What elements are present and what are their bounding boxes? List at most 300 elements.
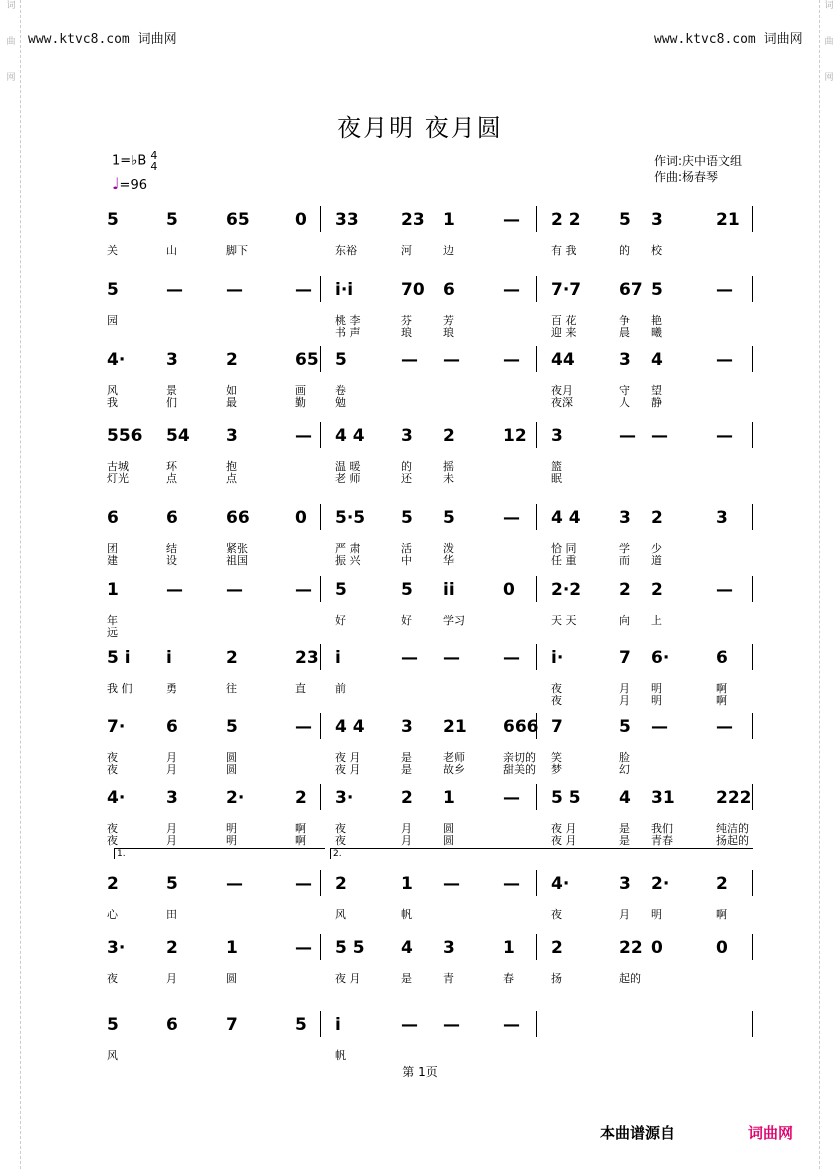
note: 222	[716, 788, 752, 808]
lyric: 田	[166, 908, 177, 921]
lyric: 结	[166, 542, 177, 555]
note: 7·7	[551, 280, 582, 300]
note: —	[295, 426, 312, 446]
note: 5	[651, 280, 663, 300]
lyric: 扬起的	[716, 834, 749, 847]
note: 1	[443, 788, 455, 808]
note: —	[716, 580, 733, 600]
note: 2	[651, 580, 663, 600]
lyric: 芬	[401, 314, 412, 327]
note: —	[295, 717, 312, 737]
bar-line	[536, 422, 537, 448]
lyric: 关	[107, 244, 118, 257]
lyric: 帆	[401, 908, 412, 921]
lyric: 夜月	[551, 384, 573, 397]
lyric: 勤	[295, 396, 306, 409]
note: —	[295, 580, 312, 600]
lyric: 往	[226, 682, 237, 695]
note: 4	[401, 938, 413, 958]
lyric: 夜	[107, 834, 118, 847]
lyric: 好	[401, 614, 412, 627]
note: 4 4	[551, 508, 581, 528]
lyric: 卷	[335, 384, 346, 397]
source-site-link[interactable]: 词曲网	[748, 1124, 794, 1142]
note: 6	[166, 508, 178, 528]
note: 5	[166, 210, 178, 230]
lyric: 幻	[619, 763, 630, 776]
lyric: 月	[166, 763, 177, 776]
lyric: 点	[166, 472, 177, 485]
lyric: 夜	[551, 682, 562, 695]
note: 5	[295, 1015, 307, 1035]
note: —	[716, 350, 733, 370]
lyric: 眠	[551, 472, 562, 485]
lyricist: 作词:庆中语文组	[654, 154, 743, 168]
notation-row	[107, 640, 755, 676]
note: 5 i	[107, 648, 131, 668]
note: 3	[166, 788, 178, 808]
note: 2	[651, 508, 663, 528]
note: 2·	[226, 788, 245, 808]
note: —	[503, 874, 520, 894]
note: —	[651, 717, 668, 737]
bar-line	[752, 504, 753, 530]
note: 3	[716, 508, 728, 528]
lyric: 风	[335, 908, 346, 921]
source-label: 本曲谱源自	[600, 1124, 676, 1142]
lyric: 任 重	[551, 554, 577, 567]
lyric: 我	[107, 396, 118, 409]
note: 5	[619, 210, 631, 230]
lyric: 夜	[107, 972, 118, 985]
note: 2	[107, 874, 119, 894]
lyric: 月	[401, 822, 412, 835]
note: —	[651, 426, 668, 446]
note: 3·	[335, 788, 354, 808]
lyric: 夜 月	[551, 822, 577, 835]
note: 66	[226, 508, 250, 528]
note: 65	[295, 350, 319, 370]
note: 23	[295, 648, 319, 668]
lyric: 芳	[443, 314, 454, 327]
lyric: 桃 李	[335, 314, 361, 327]
note: 2	[716, 874, 728, 894]
note: 6	[716, 648, 728, 668]
lyric: 古城	[107, 460, 129, 473]
note: 4	[651, 350, 663, 370]
lyric: 啊	[295, 822, 306, 835]
note: 5	[107, 1015, 119, 1035]
lyric: 华	[443, 554, 454, 567]
lyric: 未	[443, 472, 454, 485]
lyric: 向	[619, 614, 630, 627]
lyric: 校	[651, 244, 662, 257]
lyric: 直	[295, 682, 306, 695]
note: 1	[443, 210, 455, 230]
note: i	[166, 648, 172, 668]
bar-line	[320, 276, 321, 302]
note: 54	[166, 426, 190, 446]
credits	[654, 153, 742, 185]
note: 65	[226, 210, 250, 230]
lyric: 起的	[619, 972, 641, 985]
lyric: 是	[619, 822, 630, 835]
bar-line	[536, 576, 537, 602]
bar-line	[752, 276, 753, 302]
tempo: =96	[119, 178, 147, 193]
lyric: 园	[107, 314, 118, 327]
bar-line	[320, 644, 321, 670]
lyric: 明	[226, 834, 237, 847]
lyric: 甜美的	[503, 763, 536, 776]
bar-line	[320, 1011, 321, 1037]
lyric: 恰 同	[551, 542, 577, 555]
note: —	[503, 508, 520, 528]
lyric: 圆	[226, 763, 237, 776]
lyric: 建	[107, 554, 118, 567]
lyric: 画	[295, 384, 306, 397]
lyric: 夜	[107, 751, 118, 764]
lyric: 脸	[619, 751, 630, 764]
note: —	[401, 648, 418, 668]
lyric: 上	[651, 614, 662, 627]
notation-row	[107, 342, 755, 378]
notation-row	[107, 866, 755, 902]
quarter-note-icon: ♩	[112, 174, 120, 193]
note: 33	[335, 210, 359, 230]
key-signature	[112, 150, 157, 193]
watermark-text: 曲	[6, 37, 16, 47]
note: 2	[443, 426, 455, 446]
note: 2	[226, 648, 238, 668]
lyric: 是	[401, 763, 412, 776]
lyric: 好	[335, 614, 346, 627]
lyric: 帆	[335, 1049, 346, 1062]
note: 7	[551, 717, 563, 737]
lyric: 圆	[443, 822, 454, 835]
lyric: 边	[443, 244, 454, 257]
lyric: 还	[401, 472, 412, 485]
watermark-strip-left	[2, 0, 21, 1169]
note: —	[503, 210, 520, 230]
lyric: 是	[619, 834, 630, 847]
watermark-text: 词	[824, 1, 834, 11]
notation-row	[107, 709, 755, 745]
lyric: 设	[166, 554, 177, 567]
note: 12	[503, 426, 527, 446]
note: 5·5	[335, 508, 366, 528]
notation-row	[107, 572, 755, 608]
flat-sign: ♭	[131, 153, 138, 169]
lyric: 扬	[551, 972, 562, 985]
note: 67	[619, 280, 643, 300]
note: 2	[401, 788, 413, 808]
bar-line	[752, 870, 753, 896]
lyric: 琅	[443, 326, 454, 339]
lyric: 啊	[295, 834, 306, 847]
lyric: 的	[401, 460, 412, 473]
note: i·	[551, 648, 564, 668]
lyric: 山	[166, 244, 177, 257]
lyric: 少	[651, 542, 662, 555]
bar-line	[320, 422, 321, 448]
note: 5	[107, 210, 119, 230]
lyric: 团	[107, 542, 118, 555]
lyric: 月	[619, 694, 630, 707]
watermark-text: 曲	[824, 37, 834, 47]
note: —	[226, 874, 243, 894]
note: —	[503, 1015, 520, 1035]
lyric: 夜	[107, 822, 118, 835]
lyric: 艳	[651, 314, 662, 327]
note: 6	[166, 1015, 178, 1035]
lyric: 夜	[551, 908, 562, 921]
lyric: 迎 来	[551, 326, 577, 339]
note: —	[503, 648, 520, 668]
lyric: 静	[651, 396, 662, 409]
bar-line	[752, 713, 753, 739]
bar-line	[536, 504, 537, 530]
lyric: 啊	[716, 682, 727, 695]
song-title: 夜月明 夜月圆	[337, 114, 503, 142]
bar-line	[752, 206, 753, 232]
lyric: 学习	[443, 614, 465, 627]
note: —	[401, 350, 418, 370]
note: 6	[166, 717, 178, 737]
note: 3	[551, 426, 563, 446]
lyric: 望	[651, 384, 662, 397]
lyric: 夜 月	[335, 972, 361, 985]
note: i	[335, 648, 341, 668]
note: 21	[443, 717, 467, 737]
lyric: 勉	[335, 396, 346, 409]
lyric: 月	[166, 834, 177, 847]
note: 3	[651, 210, 663, 230]
notation-row	[107, 202, 755, 238]
lyric: 月	[619, 682, 630, 695]
lyric: 有 我	[551, 244, 577, 257]
note: 3	[443, 938, 455, 958]
lyric: 圆	[443, 834, 454, 847]
lyric: 祖国	[226, 554, 248, 567]
note: 3	[401, 717, 413, 737]
lyric: 前	[335, 682, 346, 695]
note: 5	[335, 580, 347, 600]
note: —	[443, 350, 460, 370]
note: 23	[401, 210, 425, 230]
lyric: 月	[166, 822, 177, 835]
lyric: 月	[166, 751, 177, 764]
lyric: 夜	[107, 763, 118, 776]
bar-line	[320, 346, 321, 372]
lyric: 环	[166, 460, 177, 473]
watermark-strip-right	[819, 0, 838, 1169]
note: 2·	[651, 874, 670, 894]
lyric: 温 暖	[335, 460, 361, 473]
lyric: 是	[401, 751, 412, 764]
note: —	[295, 874, 312, 894]
bar-line	[320, 784, 321, 810]
lyric: 最	[226, 396, 237, 409]
lyric: 景	[166, 384, 177, 397]
lyric: 勇	[166, 682, 177, 695]
lyric: 亲切的	[503, 751, 536, 764]
note: 1	[503, 938, 515, 958]
bar-line	[752, 1011, 753, 1037]
note: 0	[295, 210, 307, 230]
lyric: 东裕	[335, 244, 357, 257]
volta-second-ending: 2.	[330, 848, 753, 859]
volta-first-ending: 1.	[114, 848, 325, 859]
bar-line	[536, 784, 537, 810]
note: 6	[107, 508, 119, 528]
lyric: 夜	[335, 834, 346, 847]
lyric: 心	[107, 908, 118, 921]
note: 5	[619, 717, 631, 737]
lyric: 我 们	[107, 682, 133, 695]
lyric: 圆	[226, 972, 237, 985]
bar-line	[320, 934, 321, 960]
note: —	[226, 580, 243, 600]
note: 556	[107, 426, 143, 446]
lyric: 曦	[651, 326, 662, 339]
lyric: 春	[503, 972, 514, 985]
bar-line	[752, 784, 753, 810]
note: —	[716, 717, 733, 737]
note: 3	[166, 350, 178, 370]
note: —	[716, 280, 733, 300]
lyric: 抱	[226, 460, 237, 473]
notation-row	[107, 930, 755, 966]
note: 22	[619, 938, 643, 958]
lyric: 守	[619, 384, 630, 397]
note: 3	[226, 426, 238, 446]
note: 3·	[107, 938, 126, 958]
lyric: 书 声	[335, 326, 361, 339]
lyric: 道	[651, 554, 662, 567]
lyric: 笑	[551, 751, 562, 764]
site-url-left[interactable]: www.ktvc8.com 词曲网	[28, 32, 177, 47]
bar-line	[752, 576, 753, 602]
lyric: 晨	[619, 326, 630, 339]
note: 5	[335, 350, 347, 370]
lyric: 年	[107, 614, 118, 627]
note: 2 2	[551, 210, 581, 230]
lyric: 我们	[651, 822, 673, 835]
note: 2	[226, 350, 238, 370]
note: 4·	[107, 788, 126, 808]
note: 2	[551, 938, 563, 958]
lyric: 灯光	[107, 472, 129, 485]
bar-line	[752, 934, 753, 960]
lyric: 老师	[443, 751, 465, 764]
bar-line	[752, 346, 753, 372]
watermark-text: 词	[6, 1, 16, 11]
note: 7	[619, 648, 631, 668]
note: 2	[295, 788, 307, 808]
note: 0	[503, 580, 515, 600]
note: i	[335, 1015, 341, 1035]
note: 3	[619, 874, 631, 894]
note: 4 4	[335, 717, 365, 737]
bar-line	[536, 870, 537, 896]
lyric: 老 师	[335, 472, 361, 485]
lyric: 的	[619, 244, 630, 257]
note: ii	[443, 580, 455, 600]
lyric: 中	[401, 554, 412, 567]
lyric: 风	[107, 384, 118, 397]
note: —	[295, 938, 312, 958]
lyric: 是	[401, 972, 412, 985]
note: —	[295, 280, 312, 300]
bar-line	[536, 206, 537, 232]
lyric: 明	[226, 822, 237, 835]
bar-line	[320, 870, 321, 896]
note: —	[503, 280, 520, 300]
composer: 作曲:杨春琴	[654, 170, 719, 184]
lyric: 青	[443, 972, 454, 985]
note: 5	[443, 508, 455, 528]
lyric: 青春	[651, 834, 673, 847]
note: 70	[401, 280, 425, 300]
notation-row	[107, 1007, 755, 1043]
note: 21	[716, 210, 740, 230]
page-number: 第 1页	[402, 1065, 438, 1079]
note: 4·	[551, 874, 570, 894]
notation-row	[107, 418, 755, 454]
note: 3	[619, 508, 631, 528]
note: 0	[716, 938, 728, 958]
note: 6	[443, 280, 455, 300]
lyric: 琅	[401, 326, 412, 339]
lyric: 点	[226, 472, 237, 485]
notation-row	[107, 500, 755, 536]
lyric: 夜 月	[335, 751, 361, 764]
bar-line	[320, 713, 321, 739]
site-url-right[interactable]: www.ktvc8.com 词曲网	[654, 32, 803, 47]
key-note: B	[137, 153, 147, 169]
note: —	[443, 648, 460, 668]
note: 2	[619, 580, 631, 600]
note: 5	[401, 508, 413, 528]
notation-row	[107, 272, 755, 308]
note: —	[619, 426, 636, 446]
lyric: 风	[107, 1049, 118, 1062]
note: 3	[401, 426, 413, 446]
note: 5 5	[335, 938, 365, 958]
lyric: 脚下	[226, 244, 248, 257]
lyric: 活	[401, 542, 412, 555]
note: —	[716, 426, 733, 446]
note: 2	[335, 874, 347, 894]
lyric: 夜深	[551, 396, 573, 409]
lyric: 而	[619, 554, 630, 567]
lyric: 夜	[551, 694, 562, 707]
lyric: 百 花	[551, 314, 577, 327]
note: 7	[226, 1015, 238, 1035]
lyric: 学	[619, 542, 630, 555]
time-signature-bottom: 4	[150, 160, 158, 173]
time-signature-top: 4	[150, 149, 158, 162]
lyric: 夜	[335, 822, 346, 835]
note: 5	[401, 580, 413, 600]
lyric: 明	[651, 682, 662, 695]
bar-line	[536, 934, 537, 960]
lyric: 泼	[443, 542, 454, 555]
lyric: 远	[107, 626, 118, 639]
note: 7·	[107, 717, 126, 737]
bar-line	[320, 576, 321, 602]
